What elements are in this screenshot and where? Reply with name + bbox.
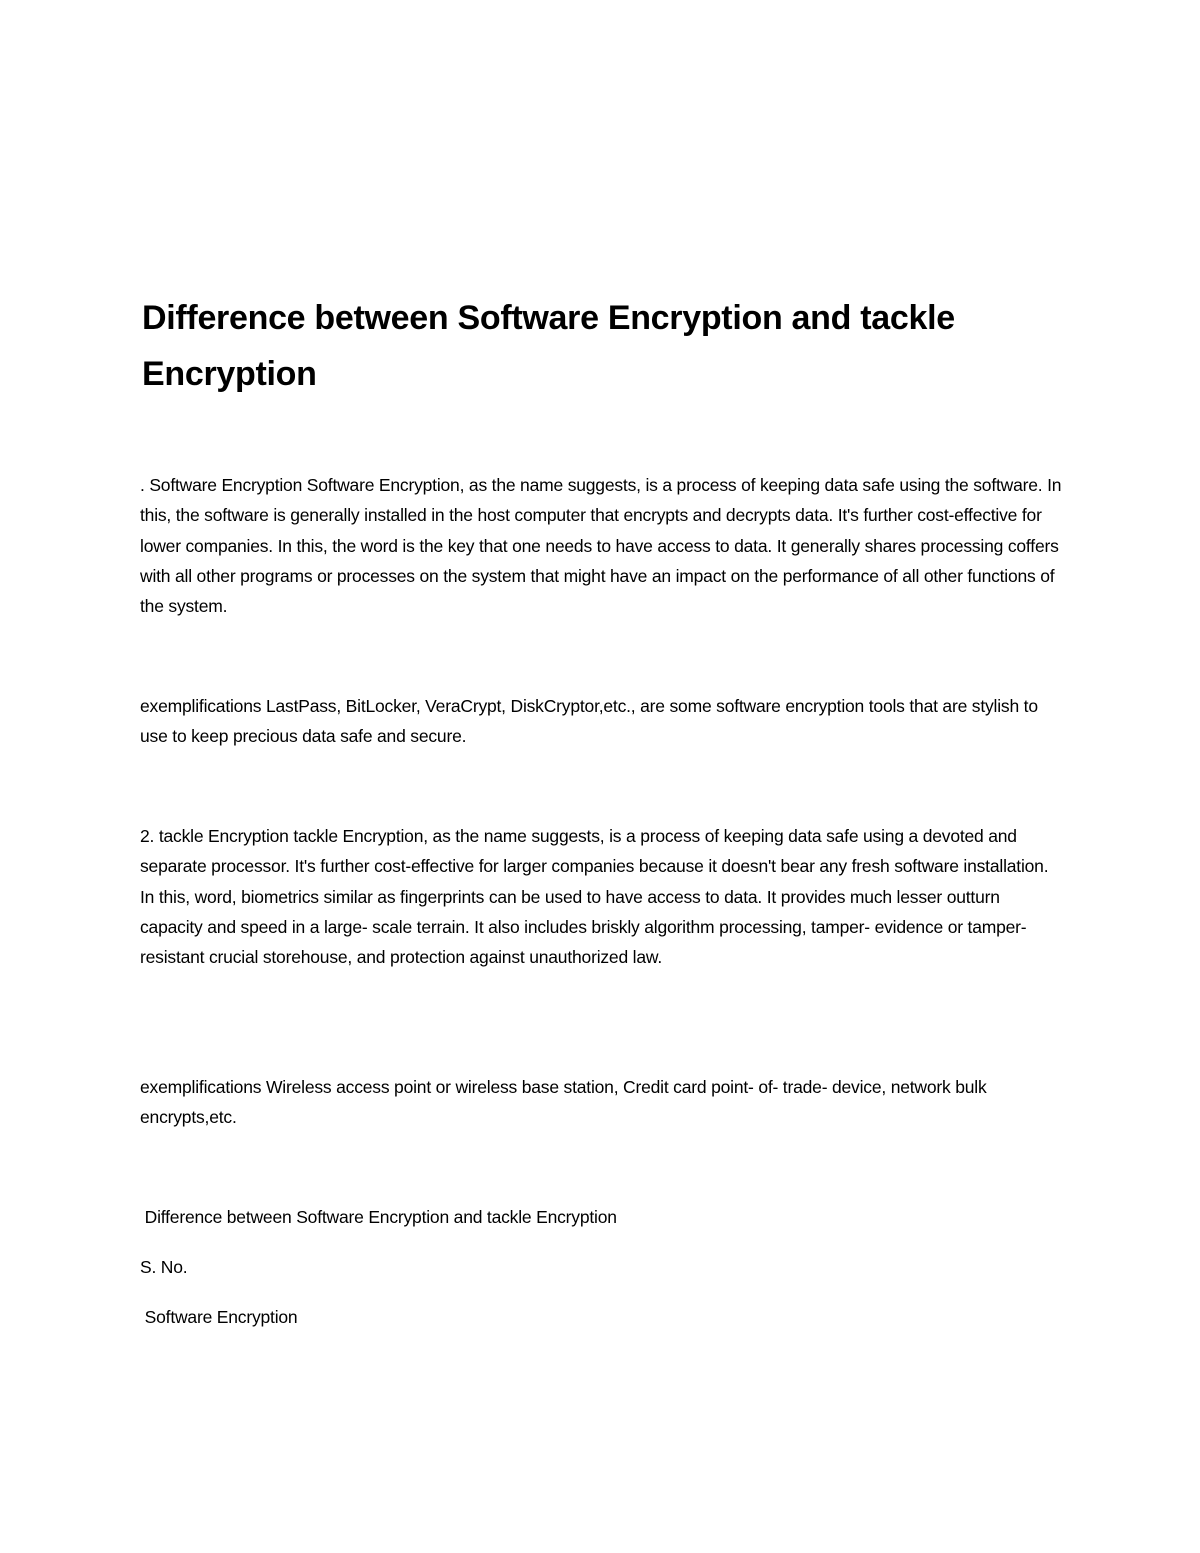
column-header-software: Software Encryption <box>140 1307 298 1327</box>
column-header-sno: S. No. <box>140 1257 188 1277</box>
paragraph-tackle-encryption: 2. tackle Encryption tackle Encryption, as the name suggests, is a process of keeping data safe using a devoted and separate processor. It's further cost-effective for larger companies because it doesn't bear any fresh software installation. In this, word, biometrics similar as fingerprints can be used to have access to data. It provides much lesser outturn capacity and speed in a large- scale terrain. It also includes briskly algorithm processing, tamper- evidence or tamper- resistant crucial storehouse, and protection against unauthorized law. <box>140 826 1049 968</box>
paragraph-tackle-examples: exemplifications Wireless access point or wireless base station, Credit card point- of- trade- device, network bulk encrypts,etc. <box>140 1077 987 1128</box>
paragraph-software-examples: exemplifications LastPass, BitLocker, VeraCrypt, DiskCryptor,etc., are some software encryption tools that are stylish to use to keep precious data safe and secure. <box>140 696 1038 747</box>
table-heading: Difference between Software Encryption and tackle Encryption <box>140 1207 617 1227</box>
paragraph-software-encryption: . Software Encryption Software Encryption, as the name suggests, is a process of keeping data safe using the software. In this, the software is generally installed in the host computer that encrypts and decrypts data. It's further cost-effective for lower companies. In this, the word is the key that one needs to have access to data. It generally shares processing coffers with all other programs or processes on the system that might have an impact on the performance of all other functions of the system. <box>140 475 1062 617</box>
document-title: Difference between Software Encryption and tackle Encryption <box>142 299 955 393</box>
